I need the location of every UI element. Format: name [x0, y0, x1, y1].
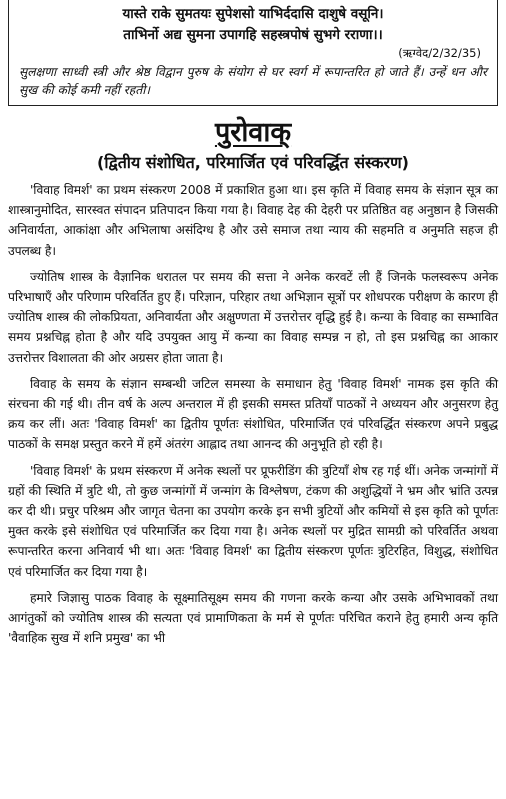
- sloka-meaning: सुलक्षणा साध्वी स्त्री और श्रेष्ठ विद्वान पुरुष के संयोग से घर स्वर्ग में रूपान्तरित हो जाते हैं। उन्हें धन और सुख की कोई कमी नहीं रहती।: [19, 65, 487, 97]
- paragraph-2: ज्योतिष शास्त्र के वैज्ञानिक धरातल पर समय की सत्ता ने अनेक करवटें ली हैं जिनके फलस्वरूप अनेक परिभाषाएँ और परिणाम परिवर्तित हुए हैं। परिज्ञान, परिहार तथा अभिज्ञान सूत्रों पर शोधपरक परीक्षण के कारण ही ज्योतिष शास्त्र की लोकप्रियता, अनिवार्यता और अक्षुण्णता में उत्तरोत्तर वृद्धि हुई है। कन्या के विवाह का सम्भावित समय प्रश्नचिह्न होता है और यदि उपयुक्त आयु में कन्या का विवाह सम्पन्न न हो, तो इस प्रश्नचिह्न का आकार उत्तरोत्तर विशालता की ओर अग्रसर होता जाता है।: [8, 269, 498, 365]
- paragraph-5: हमारे जिज्ञासु पाठक विवाह के सूक्ष्मातिसूक्ष्म समय की गणना करके कन्या और उसके अभिभावकों तथा आगंतुकों को ज्योतिष शास्त्र की सत्यता एवं प्रामाणिकता के मर्म से पूर्णतः परिचित कराने हेतु हमारी अन्य कृति 'वैवाहिक सुख में शनि प्रमुख' का भी: [8, 590, 498, 646]
- page-title: पुरोवाक्: [214, 117, 292, 148]
- vedic-quote-box: [8, 0, 498, 106]
- paragraph-3: विवाह के समय के संज्ञान सम्बन्धी जटिल समस्या के समाधान हेतु 'विवाह विमर्श' नामक इस कृति की संरचना की गई थी। तीन वर्ष के अल्प अन्तराल में ही इसकी समस्त प्रतियाँ पाठकों ने अध्ययन और अनुसरण हेतु क्रय कर लीं। अतः 'विवाह विमर्श' का द्वितीय पूर्णतः संशोधित, परिमार्जित एवं परिवर्द्धित संस्करण अपने प्रबुद्ध पाठकों के समक्ष प्रस्तुत करने में हमें अंतरंग आह्लाद तथा आनन्द की अनुभूति हो रही है।: [8, 376, 498, 452]
- sloka-line-1: यास्ते राके सुमतयः सुपेशसो याभिर्ददासि दाशुषे वसूनि।: [122, 6, 384, 22]
- paragraph-1: 'विवाह विमर्श' का प्रथम संस्करण 2008 में प्रकाशित हुआ था। इस कृति में विवाह समय के संज्ञान सूत्र का शास्त्रानुमोदित, सारस्वत संपादन प्रतिपादन किया गया है। विवाह देह की देहरी पर प्रतिष्ठित वह अनुष्ठान है जिसकी अनिवार्यता, आकांक्षा और अभिलाषा असंदिग्ध है और उसे समाज तथा न्याय की सहमति व अनुमति सहज ही उपलब्ध है।: [8, 183, 498, 258]
- sloka-reference: (ऋग्वेद/2/32/35): [398, 46, 481, 60]
- sloka-line-2: ताभिर्नो अद्य सुमना उपागहि सहस्त्रपोषं सुभगे रराणा।।: [123, 27, 383, 43]
- page-subtitle: (द्वितीय संशोधित, परिमार्जित एवं परिवर्द्धित संस्करण): [97, 153, 409, 172]
- paragraph-4: 'विवाह विमर्श' के प्रथम संस्करण में अनेक स्थलों पर प्रूफरीडिंग की त्रुटियाँ शेष रह गई थीं। अनेक जन्मांगों में ग्रहों की स्थिति में त्रुटि थी, तो कुछ जन्मांगों में जन्मांग के विश्लेषण, टंकण की अशुद्धियों ने भ्रम और भ्रांति उत्पन्न कर दी थी। प्रचुर परिश्रम और जागृत चेतना का उपयोग करके इन सभी त्रुटियों और कमियों से इस कृति को पूर्णतः मुक्त करके इसे संशोधित एवं परिमार्जित कर दिया गया है। अनेक स्थलों पर मुद्रित सामग्री को परिवर्तित अथवा रूपान्तरित करना अनिवार्य भी था। अतः 'विवाह विमर्श' का द्वितीय संस्करण पूर्णतः त्रुटिरहित, विशुद्ध, संशोधित एवं परिमार्जित कर दिया गया है।: [8, 463, 498, 579]
